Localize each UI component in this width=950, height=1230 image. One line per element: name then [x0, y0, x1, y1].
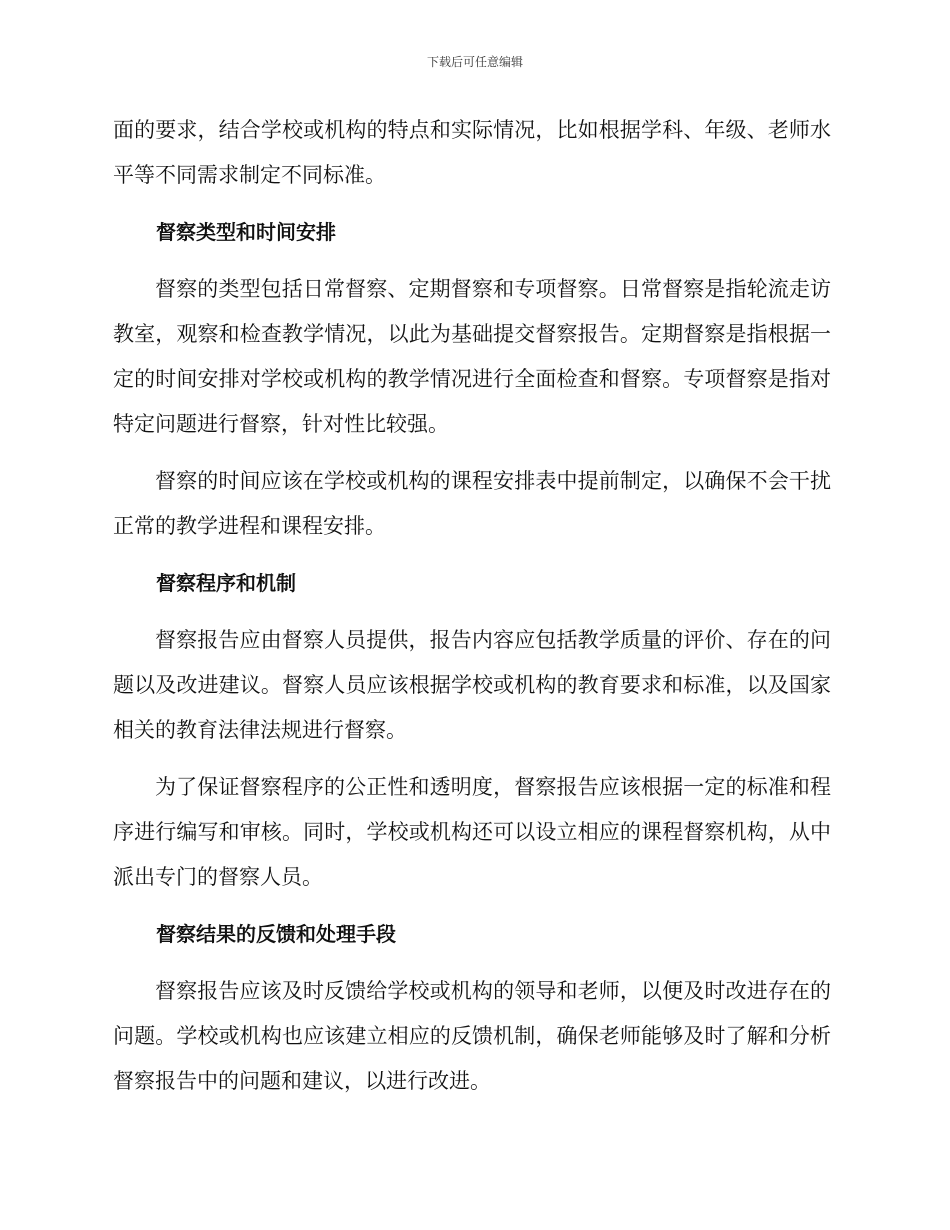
- paragraph: 为了保证督察程序的公正性和透明度，督察报告应该根据一定的标准和程序进行编写和审核。同时，学校或机构还可以设立相应的课程督察机构，从中派出专门的督察人员。: [113, 775, 831, 889]
- paragraph: 督察报告应该及时反馈给学校或机构的领导和老师，以便及时改进存在的问题。学校或机构也应该建立相应的反馈机制，确保老师能够及时了解和分析督察报告中的问题和建议，以进行改进。: [113, 979, 831, 1093]
- paragraph: 面的要求，结合学校或机构的特点和实际情况，比如根据学科、年级、老师水平等不同需求制定不同标准。: [113, 118, 831, 187]
- section-heading: 督察类型和时间安排: [156, 220, 336, 244]
- paragraph: 督察的时间应该在学校或机构的课程安排表中提前制定，以确保不会干扰正常的教学进程和课程安排。: [113, 469, 831, 538]
- paragraph: 督察的类型包括日常督察、定期督察和专项督察。日常督察是指轮流走访教室，观察和检查教学情况，以此为基础提交督察报告。定期督察是指根据一定的时间安排对学校或机构的教学情况进行全面检查和督察。专项督察是指对特定问题进行督察，针对性比较强。: [113, 277, 831, 436]
- paragraph: 督察报告应由督察人员提供，报告内容应包括教学质量的评价、存在的问题以及改进建议。督察人员应该根据学校或机构的教育要求和标准，以及国家相关的教育法律法规进行督察。: [113, 628, 831, 742]
- section-heading: 督察程序和机制: [156, 571, 296, 595]
- page-header: 下载后可任意编辑: [426, 55, 523, 69]
- section-heading: 督察结果的反馈和处理手段: [156, 922, 396, 946]
- document-body: [113, 108, 831, 1104]
